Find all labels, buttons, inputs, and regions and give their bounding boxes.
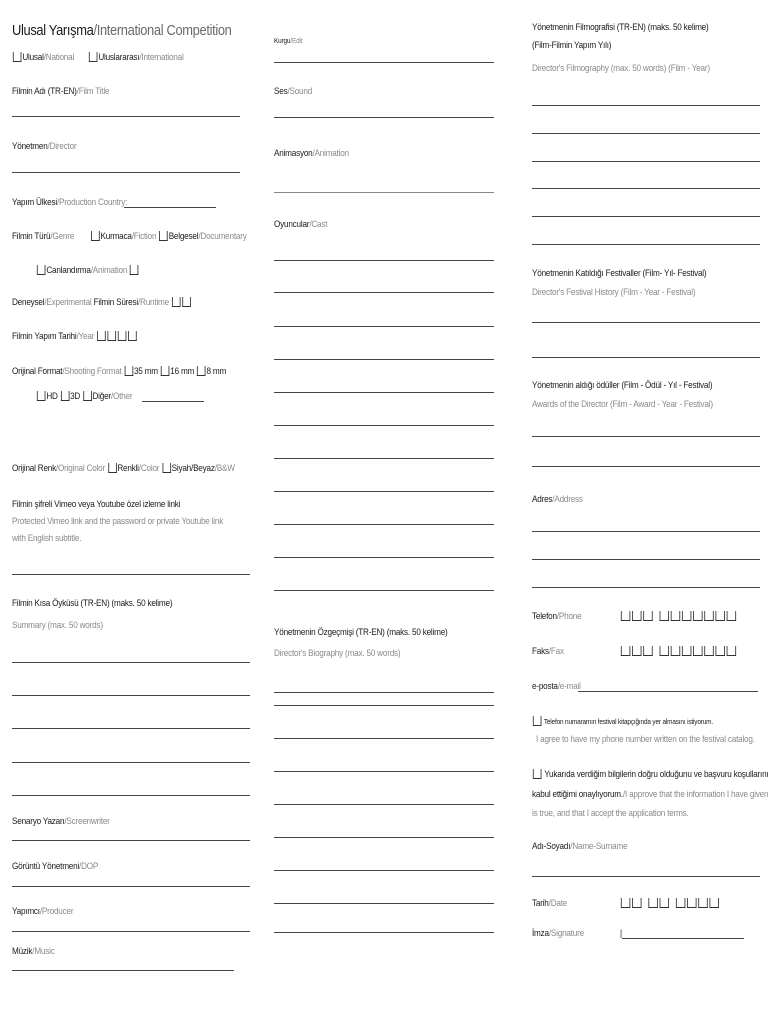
animation-checkbox[interactable] bbox=[37, 265, 46, 275]
email-line[interactable] bbox=[578, 691, 758, 692]
documentary-checkbox[interactable] bbox=[159, 231, 168, 241]
bio-line[interactable] bbox=[274, 692, 494, 693]
awards-label: Yönetmenin aldığı ödüller (Film - Ödül - Yıl - Festival) bbox=[532, 380, 713, 391]
filmography-line[interactable] bbox=[532, 244, 760, 245]
color-row: Orijinal Renk/Original Color Renkli/Color Siyah/Beyaz/B&W bbox=[12, 463, 235, 474]
dop-label: Görüntü Yönetmeni/DOP bbox=[12, 861, 99, 872]
edit-label: Kurgu/Edit bbox=[274, 36, 303, 45]
other-checkbox[interactable] bbox=[83, 391, 92, 401]
fax-boxes[interactable] bbox=[620, 646, 737, 658]
16mm-checkbox[interactable] bbox=[161, 366, 170, 376]
film-title-label: Filmin Adı (TR-EN)/Film Title bbox=[12, 86, 110, 97]
name-label: Adı-Soyadı/Name-Surname bbox=[532, 841, 628, 852]
bio-line[interactable] bbox=[274, 903, 494, 904]
address-label: Adres/Address bbox=[532, 494, 583, 505]
summary-label: Filmin Kısa Öyküsü (TR-EN) (maks. 50 kelime) bbox=[12, 598, 173, 609]
address-line[interactable] bbox=[532, 559, 760, 560]
summary-line[interactable] bbox=[12, 762, 250, 763]
bio-label: Yönetmenin Özgeçmişi (TR-EN) (maks. 50 kelime) bbox=[274, 627, 448, 638]
music-line[interactable] bbox=[12, 970, 234, 971]
cast-line[interactable] bbox=[274, 359, 494, 360]
cast-line[interactable] bbox=[274, 590, 494, 591]
cast-line[interactable] bbox=[274, 458, 494, 459]
producer-label: Yapımcı/Producer bbox=[12, 906, 74, 917]
genre-row: Filmin Türü/Genre Kurmaca/Fiction Belgesel/Documentary bbox=[12, 231, 247, 242]
approve-checkbox[interactable] bbox=[533, 769, 542, 779]
year-box-4[interactable] bbox=[128, 331, 137, 341]
cast-line[interactable] bbox=[274, 557, 494, 558]
3d-checkbox[interactable] bbox=[61, 391, 70, 401]
festivals-line[interactable] bbox=[532, 357, 760, 358]
screenwriter-line[interactable] bbox=[12, 840, 250, 841]
genre-row-2: Canlandırma/Animation bbox=[36, 265, 140, 277]
film-title-line[interactable] bbox=[12, 116, 240, 117]
email-label: e-posta/e-mail bbox=[532, 681, 581, 692]
bio-line[interactable] bbox=[274, 804, 494, 805]
national-option[interactable]: Ulusal/National bbox=[12, 52, 74, 64]
animation-extra-checkbox[interactable] bbox=[130, 265, 139, 275]
runtime-box-1[interactable] bbox=[172, 297, 181, 307]
year-box-2[interactable] bbox=[107, 331, 116, 341]
address-line[interactable] bbox=[532, 531, 760, 532]
international-option[interactable]: Uluslararası/International bbox=[88, 52, 184, 64]
filmography-label: Yönetmenin Filmografisi (TR-EN) (maks. 50 kelime) bbox=[532, 22, 709, 33]
festivals-line[interactable] bbox=[532, 322, 760, 323]
awards-desc: Awards of the Director (Film - Award - Year - Festival) bbox=[532, 399, 713, 410]
bio-line[interactable] bbox=[274, 771, 494, 772]
approve-en: is true, and that I accept the application terms. bbox=[532, 808, 689, 819]
runtime-box-2[interactable] bbox=[182, 297, 191, 307]
cast-line[interactable] bbox=[274, 491, 494, 492]
consent-checkbox[interactable] bbox=[533, 716, 542, 726]
other-format-line[interactable] bbox=[142, 401, 204, 402]
country-line[interactable] bbox=[124, 207, 216, 208]
approve-tr: Yukarıda verdiğim bilgilerin doğru olduğunu ve başvuru koşullarını bbox=[532, 769, 768, 781]
screenwriter-label: Senaryo Yazan/Screenwriter bbox=[12, 816, 110, 827]
sound-label: Ses/Sound bbox=[274, 86, 313, 97]
cast-line[interactable] bbox=[274, 292, 494, 293]
consent-en: I agree to have my phone number written on the festival catalog. bbox=[536, 734, 755, 745]
summary-line[interactable] bbox=[12, 728, 250, 729]
experimental-runtime-row: Deneysel/Experimental Filmin Süresi/Runtime bbox=[12, 297, 192, 309]
signature-label: İmza/Signature bbox=[532, 928, 584, 939]
hd-checkbox[interactable] bbox=[37, 391, 46, 401]
cast-line[interactable] bbox=[274, 260, 494, 261]
bio-line[interactable] bbox=[274, 932, 494, 933]
cast-label: Oyuncular/Cast bbox=[274, 219, 328, 230]
animation-label: Animasyon/Animation bbox=[274, 148, 349, 159]
cast-line[interactable] bbox=[274, 425, 494, 426]
phone-boxes[interactable] bbox=[620, 611, 737, 623]
music-label: Müzik/Music bbox=[12, 946, 55, 957]
link-label: Filmin şifreli Vimeo veya Youtube özel izleme linki bbox=[12, 499, 181, 510]
filmography-line[interactable] bbox=[532, 216, 760, 217]
approve-line-2: kabul ettiğimi onaylıyorum./I approve that the information I have given bbox=[532, 789, 769, 800]
filmography-line[interactable] bbox=[532, 188, 760, 189]
bio-desc: Director's Biography (max. 50 words) bbox=[274, 648, 401, 659]
date-boxes[interactable] bbox=[620, 898, 720, 910]
cast-line[interactable] bbox=[274, 326, 494, 327]
8mm-checkbox[interactable] bbox=[197, 366, 206, 376]
link-line[interactable] bbox=[12, 574, 250, 575]
filmography-line[interactable] bbox=[532, 133, 760, 134]
summary-line[interactable] bbox=[12, 795, 250, 796]
festivals-label: Yönetmenin Katıldığı Festivaller (Film- Yıl- Festival) bbox=[532, 268, 707, 279]
date-label: Tarih/Date bbox=[532, 898, 568, 909]
filmography-line[interactable] bbox=[532, 105, 760, 106]
year-box-1[interactable] bbox=[97, 331, 106, 341]
phone-label: Telefon/Phone bbox=[532, 611, 582, 622]
producer-line[interactable] bbox=[12, 931, 250, 932]
festivals-desc: Director's Festival History (Film - Year - Festival) bbox=[532, 287, 696, 298]
form-title: Ulusal Yarışma/International Competition bbox=[12, 22, 232, 39]
cast-line[interactable] bbox=[274, 392, 494, 393]
director-line[interactable] bbox=[12, 172, 240, 173]
edit-line[interactable] bbox=[274, 62, 494, 63]
cast-line[interactable] bbox=[274, 524, 494, 525]
format-row-2: HD 3D Diğer/Other bbox=[36, 391, 132, 403]
link-desc-1: Protected Vimeo link and the password or private Youtube link bbox=[12, 516, 224, 527]
awards-line[interactable] bbox=[532, 436, 760, 437]
filmography-label-2: (Film-Filmin Yapım Yılı) bbox=[532, 40, 612, 51]
consent-tr: Telefon numaramın festival kitapçığında yer almasını istiyorum. bbox=[532, 716, 713, 728]
color-checkbox[interactable] bbox=[108, 463, 117, 473]
format-row: Orijinal Format/Shooting Format 35 mm 16 mm 8 mm bbox=[12, 366, 227, 377]
bw-checkbox[interactable] bbox=[162, 463, 171, 473]
bio-line[interactable] bbox=[274, 705, 494, 706]
signature-line[interactable] bbox=[622, 938, 744, 939]
fax-label: Faks/Fax bbox=[532, 646, 564, 657]
bio-line[interactable] bbox=[274, 837, 494, 838]
dop-line[interactable] bbox=[12, 886, 250, 887]
filmography-line[interactable] bbox=[532, 161, 760, 162]
animation-line[interactable] bbox=[274, 192, 494, 193]
summary-desc: Summary (max. 50 words) bbox=[12, 620, 103, 631]
sound-line[interactable] bbox=[274, 117, 494, 118]
35mm-checkbox[interactable] bbox=[124, 366, 133, 376]
awards-line[interactable] bbox=[532, 466, 760, 467]
summary-line[interactable] bbox=[12, 695, 250, 696]
link-desc-2: with English subtitle. bbox=[12, 533, 82, 544]
bio-line[interactable] bbox=[274, 738, 494, 739]
fiction-checkbox[interactable] bbox=[91, 231, 100, 241]
filmography-desc: Director's Filmography (max. 50 words) (Film - Year) bbox=[532, 63, 710, 74]
year-row: Filmin Yapım Tarihi/Year bbox=[12, 331, 138, 343]
name-line[interactable] bbox=[532, 876, 760, 877]
signature-bracket: | bbox=[620, 928, 622, 939]
address-line[interactable] bbox=[532, 587, 760, 588]
bio-line[interactable] bbox=[274, 870, 494, 871]
director-label: Yönetmen/Director bbox=[12, 141, 77, 152]
year-box-3[interactable] bbox=[118, 331, 127, 341]
summary-line[interactable] bbox=[12, 662, 250, 663]
country-label: Yapım Ülkesi/Production Country: bbox=[12, 197, 128, 208]
